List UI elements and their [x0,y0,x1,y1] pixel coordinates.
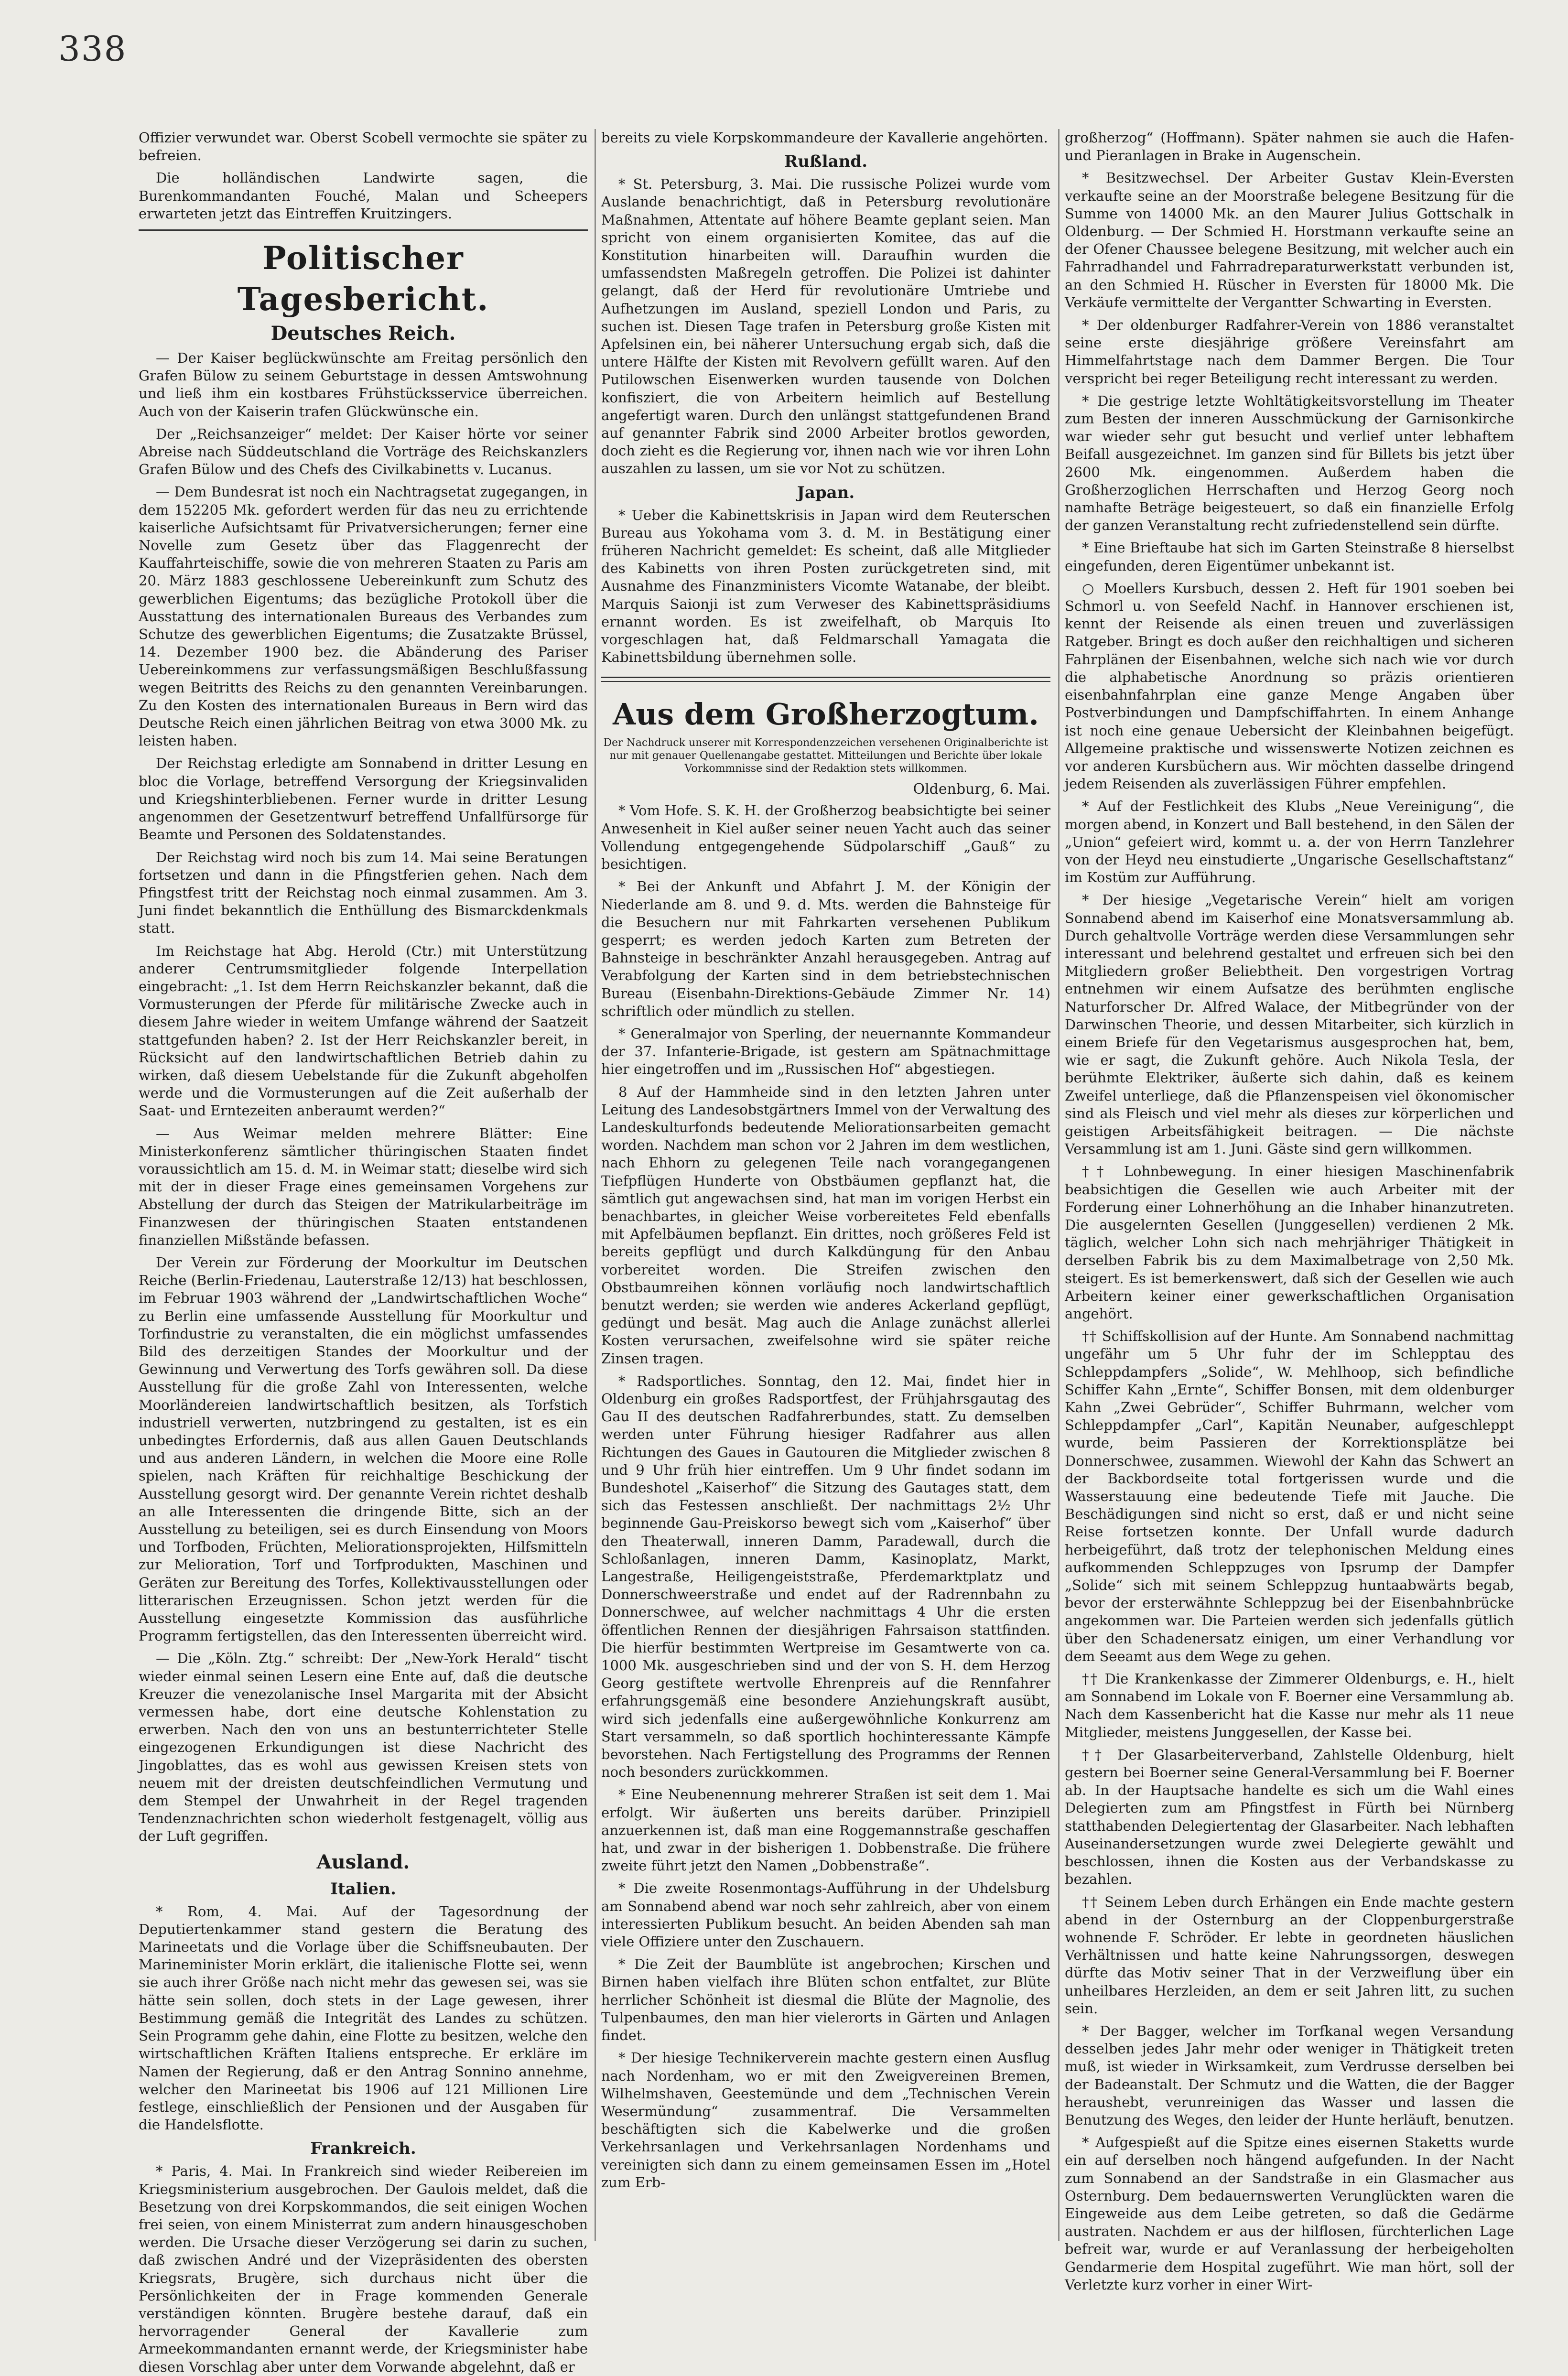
paragraph: * St. Petersburg, 3. Mai. Die russische Polizei wurde vom Auslande benachrichtigt, daß in Petersburg revolutionäre Maßnahmen, Attentate auf höhere Beamte geplant seien. Man spricht von einem organisierten Komitee, das auf die Konstitution hinarbeiten will. Daraufhin wurden die umfassendsten Maßregeln getroffen. Die Polizei ist dahinter gelangt, daß der Herd für revolutionäre Umtriebe und Aufhetzungen im Ausland, speziell London und Paris, zu suchen ist. Diesen Tage trafen in Petersburg große Kisten mit Apfelsinen ein, bei näherer Untersuchung ergab sich, daß die untere Hälfte der Kisten mit Revolvern gefüllt waren. Auf den Putilowschen Eisenwerken wurden tausende von Dolchen konfisziert, die von Arbeitern heimlich auf Bestellung angefertigt waren. Durch den unlängst stattgefundenen Brand auf genannter Fabrik sind 2000 Arbeiter brotlos geworden, doch zieht es die Regierung vor, ihnen nach wie vor ihren Lohn auszahlen zu lassen, um sie vor Not zu schützen. [601,176,1050,477]
paragraph: * Der Bagger, welcher im Torfkanal wegen Versandung desselben jedes Jahr mehr oder weniger in Thätigkeit treten muß, ist wieder in Wirksamkeit, zum Verdrusse derselben bei der Badeanstalt. Der Schmutz und die Watten, die der Bagger heraushebt, verunreinigen das Wasser und lassen die Benutzung des Weges, den leider der Hunte herläuft, benutzen. [1065,2022,1514,2128]
column-1 [139,129,588,2375]
paragraph: †† Schiffskollision auf der Hunte. Am Sonnabend nachmittag ungefähr um 5 Uhr fuhr der im Schlepptau des Schleppdampfers „Solide“, W. Mehlhoop, sich befindliche Schiffer Kahn „Ernte“, Schiffer Bonsen, mit dem oldenburger Kahn „Zwei Gebrüder“, Schiffer Buhrmann, welcher vom Schleppdampfer „Carl“, Kapitän Neunaber, aufgeschleppt wurde, beim Passieren der Korrektionsplätze bei Donnerschwee, zusammen. Wiewohl der Kahn das Schwert an der Backbordseite total fortgerissen wurde und die Wasserstauung eine bedeutende Tiefe mit Jauche. Die Beschädigungen sind nicht so erst, daß er und nicht seine Reise fortsetzen konnte. Der Unfall wurde dadurch herbeigeführt, daß trotz der telephonischen Meldung eines aufkommenden Schleppzuges von Ipsrump der Dampfer „Solide“ sich mit seinem Schleppzug huntaabwärts begab, bevor der ersterwähnte Schleppzug bei der Eisenbahnbrücke angekommen war. Die Parteien werden sich jedenfalls gütlich über den Schadenersatz einigen, um einer Verhandlung vor dem Seeamt aus dem Wege zu gehen. [1065,1328,1514,1664]
section-heading: Aus dem Großherzogtum. [613,697,1039,732]
paragraph: * Besitzwechsel. Der Arbeiter Gustav Klein-Eversten verkaufte seine an der Moorstraße belegene Besitzung für die Summe von 14000 Mk. an den Maurer Julius Gottschalk in Oldenburg. — Der Schmied H. Horstmann verkaufte seine an der Ofener Chaussee belegene Besitzung, mit welcher auch ein Fahrradhandel und Fahrradreparaturwerkstatt verbunden ist, an den Schmied H. Rüscher in Eversten für 18000 Mk. Die Verkäufe vermittelte der Vergantter Schwarting in Eversten. [1065,170,1514,311]
country-heading: Italien. [330,1879,396,1899]
paragraph: Der Verein zur Förderung der Moorkultur im Deutschen Reiche (Berlin-Friedenau, Lauterstraße 12/13) hat beschlossen, im Februar 1903 während der „Landwirtschaftlichen Woche“ zu Berlin eine umfassende Ausstellung für Moorkultur und Torfindustrie zu veranstalten, die ein möglichst umfassendes Bild des derzeitigen Standes der Moorkultur und der Gewinnung und Verwertung des Torfs gewähren soll. Da diese Ausstellung für die große Zahl von Interessenten, welche Moorländereien landwirtschaftlich besitzen, als Torfstich industriell verwerten, nutzbringend zu gestalten, ist es ein unbedingtes Erfordernis, daß aus allen Gauen Deutschlands und aus anderen Ländern, in welchen die Moore eine Rolle spielen, nach Kräften für reichhaltige Beschickung der Ausstellung gesorgt wird. Der genannte Verein richtet deshalb an alle Interessenten die dringende Bitte, sich an der Ausstellung zu beteiligen, sei es durch Einsendung von Moors und Torfboden, Früchten, Meliorationsprojekten, Hilfsmitteln zur Melioration, Torf und Torfprodukten, Maschinen und Geräten zur Bereitung des Torfes, Kollektivausstellungen oder litterarischen Erzeugnissen. Schon jetzt werden für die Ausstellung eingesetzte Kommission das ausführliche Programm fertigstellen, das den Interessenten überreicht wird. [139,1254,588,1644]
paragraph: — Aus Weimar melden mehrere Blätter: Eine Ministerkonferenz sämtlicher thüringischen Staaten findet voraussichtlich am 15. d. M. in Weimar statt; dieselbe wird sich mit der in dieser Frage eines gemeinsamen Vorgehens zur Abstellung der durch das Steigen der Matrikularbeiträge im Finanzwesen der thüringischen Staaten entstandenen finanziellen Mißstände befassen. [139,1125,588,1248]
column-divider [1058,129,1060,2241]
paragraph: ○ Moellers Kursbuch, dessen 2. Heft für 1901 soeben bei Schmorl u. von Seefeld Nachf. in Hannover erschienen ist, kennt der Reisende als einen treuen und zuverlässigen Ratgeber. Bringt es doch außer den reichhaltigen und sicheren Fahrplänen der Eisenbahnen, welche sich nach wie vor durch die alphabetische Anordnung so präzis orientieren eisenbahnfahrplan eine ganze Menge Angaben über Postverbindungen und Dampfschiffahrten. In einem Anhange ist noch eine genaue Uebersicht der Kleinbahnen beigefügt. Allgemeine praktische und wissenswerte Notizen zeichnen es vor anderen Kursbüchern aus. Wir möchten dasselbe dringend jedem Reisenden als zuverlässigen Führer empfehlen. [1065,580,1514,792]
paragraph: Der Reichstag erledigte am Sonnabend in dritter Lesung en bloc die Vorlage, betreffend Versorgung der Kriegsinvaliden und Kriegshinterbliebenen. Ferner wurde in dritter Lesung angenommen der Gesetzentwurf betreffend Unfallfürsorge für Beamte und Personen des Soldatenstandes. [139,755,588,843]
paragraph: Die holländischen Landwirte sagen, die Burenkommandanten Fouché, Malan und Scheepers erwarteten jetzt das Eintreffen Kruitzingers. [139,170,588,222]
paragraph: †† Seinem Leben durch Erhängen ein Ende machte gestern abend in der Osternburg an der Cloppenburgerstraße wohnende F. Schröder. Er lebte in geordneten häuslichen Verhältnissen und hatte keine Nahrungssorgen, deswegen dürfte das Motiv seiner That in der Verzweiflung über ein unheilbares Herzleiden, an dem er seit Jahren litt, zu suchen sein. [1065,1893,1514,2017]
country-heading: Japan. [797,483,855,502]
divider [139,229,588,231]
paragraph: — Der Kaiser beglückwünschte am Freitag persönlich den Grafen Bülow zu seinem Geburtstage in dessen Amtswohnung und ließ ihm ein kostbares Frühstücksservice überreichen. Auch von der Kaiserin trafen Glückwünsche ein. [139,350,588,420]
paragraph: — Die „Köln. Ztg.“ schreibt: Der „New-York Herald“ tischt wieder einmal seinen Lesern eine Ente auf, daß die deutsche Kreuzer die venezolanische Insel Margarita mit der Absicht vermessen habe, dort eine deutsche Kohlenstation zu erwerben. Nach den von uns an bestunterrichteter Stelle eingezogenen Erkundigungen ist diese Nachricht des Jingoblattes, das es wohl aus gewissen Kreisen stets von neuem mit der dreisten deutschfeindlichen Vermutung und dem Stempel der Unwahrheit in der Regel tragenden Tendenznachrichten schon wiederholt festgenagelt, völlig aus der Luft gegriffen. [139,1650,588,1845]
paragraph: * Eine Brieftaube hat sich im Garten Steinstraße 8 hierselbst eingefunden, deren Eigentümer unbekannt ist. [1065,540,1514,574]
paragraph: Der „Reichsanzeiger“ meldet: Der Kaiser hörte vor seiner Abreise nach Süddeutschland die Vorträge des Reichskanzlers Grafen Bülow und des Chefs des Civilkabinetts v. Lucanus. [139,425,588,478]
paragraph: — Dem Bundesrat ist noch ein Nachtragsetat zugegangen, in dem 152205 Mk. gefordert werden für das neu zu errichtende kaiserliche Aufsichtsamt für Privatversicherungen; ferner eine Novelle zum Gesetz über das Flaggenrecht der Kauffahrteischiffe, sowie die von mehreren Staaten zu Paris am 20. März 1883 geschlossene Uebereinkunft zum Schutz des gewerblichen Eigentums; das bezügliche Protokoll über die Ausstattung des internationalen Bureaus des Verbandes zum Schutze des gewerblichen Eigentums; die Zusatzakte Brüssel, 14. Dezember 1900 bez. die Abänderung des Pariser Uebereinkommens zur verfassungsmäßigen Beschlußfassung wegen Beitritts des Reichs zu den genannten Vereinbarungen. Zu den Kosten des internationalen Bureaus in Bern wird das Deutsche Reich einen jährlichen Beitrag von etwa 3000 Mk. zu leisten haben. [139,484,588,749]
paragraph: Offizier verwundet war. Oberst Scobell vermochte sie später zu befreien. [139,130,588,164]
dateline: Oldenburg, 6. Mai. [913,781,1050,798]
paragraph: * Eine Neubenennung mehrerer Straßen ist seit dem 1. Mai erfolgt. Wir äußerten uns bereits darüber. Prinzipiell anzuerkennen ist, daß man eine Roggemannstraße geschaffen hat, und zwar in der bisherigen 1. Dobbenstraße. Die frühere zweite führt jetzt den Namen „Dobbenstraße“. [601,1786,1050,1874]
paragraph: * Die Zeit der Baumblüte ist angebrochen; Kirschen und Birnen haben vielfach ihre Blüten schon entfaltet, zur Blüte herrlicher Schönheit ist diesmal die Blüte der Magnolie, des Tulpenbaumes, den man hier vielerorts in Gärten und Anlagen findet. [601,1956,1050,2044]
paragraph: * Vom Hofe. S. K. H. der Großherzog beabsichtigte bei seiner Anwesenheit in Kiel außer seiner neuen Yacht auch das seiner Vollendung entgegengehende Südpolarschiff „Gauß“ zu besichtigen. [601,802,1050,873]
paragraph: * Rom, 4. Mai. Auf der Tagesordnung der Deputiertenkammer stand gestern die Beratung des Marineetats und die Vorlage über die Schiffsneubauten. Der Marineminister Morin erklärt, die italienische Flotte sei, wenn sie auch ihrer Größe nach nicht mehr das gewesen sei, was sie hätte sein sollen, doch stets in der Lage gewesen, ihrer Bestimmung gemäß die Integrität des Landes zu schützen. Sein Programm gehe dahin, eine Flotte zu besitzen, welche den wirtschaftlichen Kräften Italiens entspreche. Er erkläre im Namen der Regierung, daß er den Antrag Sonnino annehme, welcher den Marineetat bis 1906 auf 121 Millionen Lire festlege, einschließlich der Pensionen und der Ausgaben für die Handelsflotte. [139,1903,588,2133]
paragraph: 8 Auf der Hammheide sind in den letzten Jahren unter Leitung des Landesobstgärtners Immel von der Verwaltung des Landeskulturfonds bedeutende Meliorationsarbeiten gemacht worden. Nachdem man schon vor 2 Jahren im dem westlichen, nach Ehhorn zu gelegenen Teile nach vorangegangenen Tiefpflügen Hunderte von Obstbäumen gepflanzt hat, die sämtlich gut angewachsen sind, hat man im vorigen Herbst ein benachbartes, in gleicher Weise vorbereitetes Feld ebenfalls mit Apfelbäumen bepflanzt. Ein drittes, noch größeres Feld ist bereits gepflügt und durch Kalkdüngung für den Anbau vorbereitet worden. Die Streifen zwischen den Obstbaumreihen können vorläufig noch landwirtschaftlich benutzt werden; sie werden wie anderes Ackerland gepflügt, gedüngt und besät. Mag auch die Anlage zunächst allerlei Kosten verursachen, zweifelsohne wird sie später reiche Zinsen tragen. [601,1083,1050,1367]
paragraph: * Der oldenburger Radfahrer-Verein von 1886 veranstaltet seine erste diesjährige größere Vereinsfahrt am Himmelfahrtstage nach dem Dammer Bergen. Die Tour verspricht bei reger Beteiligung recht interessant zu werden. [1065,317,1514,387]
country-heading: Rußland. [784,152,868,172]
paragraph: * Aufgespießt auf die Spitze eines eisernen Staketts wurde ein auf derselben noch hängend aufgefunden. In der Nacht zum Sonnabend an der Sandstraße in ein Glasmacher aus Osternburg. Dem bedauernswerten Verunglückten waren die Eingeweide aus dem Leibe getreten, so daß die Gedärme austraten. Nachdem er aus der hilflosen, fürchterlichen Lage befreit war, wurde er auf Veranlassung der herbeigeholten Gendarmerie dem Hospital zugeführt. Wie man hört, soll der Verletzte kurz vorher in einer Wirt- [1065,2134,1514,2293]
paragraph: * Der hiesige Technikerverein machte gestern einen Ausflug nach Nordenham, wo er mit den Zweigvereinen Bremen, Wilhelmshaven, Geestemünde und dem „Technischen Verein Wesermündung“ zusammentraf. Die Versammelten beschäftigten sich die Kabelwerke und die großen Verkehrsanlagen und Verkehrsanlagen Nordenhams und vereinigten sich dann zu einem gemeinsamen Essen im „Hotel zum Erb- [601,2050,1050,2191]
page-number: 338 [58,29,127,69]
section-heading: Politischer Tagesbericht. [237,239,489,318]
paragraph: †† Die Krankenkasse der Zimmerer Oldenburgs, e. H., hielt am Sonnabend im Lokale von F. Boerner eine Versammlung ab. Nach dem Kassenbericht hat die Kasse nur mehr als 11 neue Mitglieder, meistens Junggesellen, der Kasse bei. [1065,1671,1514,1740]
paragraph: * Die zweite Rosenmontags-Aufführung in der Uhdelsburg am Sonnabend abend war noch sehr zahlreich, aber von einem interessierten Publikum besucht. An beiden Abenden sah man viele Offiziere unter den Zuschauern. [601,1880,1050,1950]
country-heading: Frankreich. [310,2139,416,2159]
paragraph: * Der hiesige „Vegetarische Verein“ hielt am vorigen Sonnabend abend im Kaiserhof eine Monatsversammlung ab. Durch gehaltvolle Vorträge werden diese Versammlungen sehr interessant und belehrend gestaltet und erfreuen sich bei den Mitgliedern großer Beliebtheit. Den vorgestrigen Vortrag entnehmen wir einem Aufsatze des berühmten englische Naturforscher Dr. Alfred Walace, der Mitbegründer von der Darwinschen Theorie, und dessen Mitarbeiter, sich kürzlich in einem Briefe für den Vegetarismus ausgesprochen hat, bem, wie er sagt, die Zukunft gehöre. Auch Nikola Tesla, der berühmte Elektriker, äußerte sich dahin, daß es keinem Zweifel unterliege, daß die Pflanzenspeisen viel ökonomischer sind als Fleisch und viel mehr als dieses zur körperlichen und geistigen Arbeitsfähigkeit beitragen. — Die nächste Versammlung ist am 1. Juni. Gäste sind gern willkommen. [1065,892,1514,1157]
column-2 [601,129,1050,2241]
paragraph: †† Der Glasarbeiterverband, Zahlstelle Oldenburg, hielt gestern bei Boerner seine General-Versammlung bei F. Boerner ab. In der Hauptsache handelte es sich um die Wahl eines Delegierten zum am Pfingstfest in Fürth bei Nürnberg statthabenden Delegiertentag der Glasarbeiter. Nach lebhaften Auseinandersetzungen wurde zwei Delegierte gewählt und beschlossen, ihnen die Kosten aus der Verbandskasse zu bezahlen. [1065,1746,1514,1888]
column-divider [595,129,596,2241]
subsection-heading: Ausland. [316,1850,410,1873]
paragraph: †† Lohnbewegung. In einer hiesigen Maschinenfabrik beabsichtigen die Gesellen wie auch Arbeiter mit der Forderung einer Lohnerhöhung an die Inhaber hinanzutreten. Die ausgelernten Gesellen (Junggesellen) verdienen 2 Mk. täglich, welcher Lohn sich nach mehrjähriger Thätigkeit in derselben Fabrik bis zu dem Maximalbetrage von 2,50 Mk. steigert. Es ist bemerkenswert, daß sich der Gesellen wie auch Arbeitern keiner einer gewerkschaftlichen Organisation angehört. [1065,1163,1514,1322]
paragraph: * Auf der Festlichkeit des Klubs „Neue Vereinigung“, die morgen abend, in Konzert und Ball bestehend, in den Sälen der „Union“ gefeiert wird, kommt u. a. der von Herrn Tanzlehrer von der Heyd neu einstudierte „Ungarische Gesellschaftstanz“ im Kostüm zur Aufführung. [1065,798,1514,886]
divider [601,677,1050,682]
subsection-heading: Deutsches Reich. [270,322,456,345]
reprint-note: Der Nachdruck unserer mit Korrespondenzzeichen versehenen Originalberichte ist nur mit genauer Quellenangabe gestattet. Mitteilungen und Berichte über lokale Vorkommnisse sind der Redaktion stets willkommen. [603,737,1049,775]
paragraph: * Ueber die Kabinettskrisis in Japan wird dem Reuterschen Bureau aus Yokohama vom 3. d. M. in Bestätigung einer früheren Nachricht gemeldet: Es scheint, daß alle Mitglieder des Kabinetts von ihren Posten zurückgetreten sind, mit Ausnahme des Finanzministers Vicomte Watanabe, der bleibt. Marquis Saionji ist zum Verweser des Kabinettspräsidiums ernannt worden. Es ist zweifelhaft, ob Marquis Ito vorgeschlagen hat, daß Feldmarschall Yamagata die Kabinettsbildung übernehmen solle. [601,507,1050,666]
paragraph: * Die gestrige letzte Wohltätigkeitsvorstellung im Theater zum Besten der inneren Ausschmückung der Garnisonkirche war wieder sehr gut besucht und verlief unter lebhaftem Beifall ausgezeichnet. Im ganzen sind für Billets bis jetzt über 2600 Mk. eingenommen. Außerdem haben die Großherzoglichen Herrschaften und Herzog Georg noch namhafte Beträge beigesteuert, so daß ein finanzielle Erfolg der ganzen Veranstaltung recht zufriedenstellend sein dürfte. [1065,392,1514,534]
paragraph: * Paris, 4. Mai. In Frankreich sind wieder Reibereien im Kriegsministerium ausgebrochen. Der Gaulois meldet, daß die Besetzung von drei Korpskommandos, die seit einigen Wochen frei seien, von einem Ministerrat zum andern hinausgeschoben werden. Die Ursache dieser Verzögerung sei darin zu suchen, daß zwischen André und der Vizepräsidenten des obersten Kriegsrats, Brugère, sich durchaus nicht über die Persönlichkeiten der in Frage kommenden Generale verständigen könnten. Brugère bestehe darauf, daß ein hervorragender General der Kavallerie zum Armeekommandanten ernannt werde, der Kriegsminister habe diesen Vorschlag aber unter dem Vorwande abgelehnt, daß er [139,2163,588,2375]
paragraph: bereits zu viele Korpskommandeure der Kavallerie angehörten. [601,130,1048,146]
column-3 [1065,129,1514,2293]
paragraph: * Generalmajor von Sperling, der neuernannte Kommandeur der 37. Infanterie-Brigade, ist gestern am Spätnachmittage hier eingetroffen und im „Russischen Hof“ abgestiegen. [601,1025,1050,1078]
paragraph: Im Reichstage hat Abg. Herold (Ctr.) mit Unterstützung anderer Centrumsmitglieder folgende Interpellation eingebracht: „1. Ist dem Herrn Reichskanzler bekannt, daß die Vormusterungen der Pferde für militärische Zwecke auch in diesem Jahre wieder in weitem Umfange während der Saatzeit stattgefunden haben? 2. Ist der Herr Reichskanzler bereit, in Rücksicht auf den landwirtschaftlichen Betrieb dahin zu wirken, daß diesem Uebelstande für die Zukunft abgeholfen werde und die Vormusterungen auf die Zeit außerhalb der Saat- und Erntezeiten anberaumt werden?“ [139,942,588,1119]
paragraph: * Bei der Ankunft und Abfahrt J. M. der Königin der Niederlande am 8. und 9. d. Mts. werden die Bahnsteige für die Besuchern nur mit Fahrkarten versehenen Publikum gesperrt; es werden jedoch Karten zum Betreten der Bahnsteige in beschränkter Anzahl herausgegeben. Antrag auf Verabfolgung der Karten sind in dem betriebstechnischen Bureau (Eisenbahn-Direktions-Gebäude Zimmer Nr. 14) schriftlich oder mündlich zu stellen. [601,878,1050,1019]
paragraph: * Radsportliches. Sonntag, den 12. Mai, findet hier in Oldenburg ein großes Radsportfest, der Frühjahrsgautag des Gau II des deutschen Radfahrerbundes, statt. Zu demselben werden unter Führung hiesiger Radfahrer aus allen Richtungen des Gaues in Gautouren die Mitglieder zwischen 8 und 9 Uhr früh hier eintreffen. Um 9 Uhr findet sodann im Bundeshotel „Kaiserhof“ die Sitzung des Gautages statt, dem sich das Festessen anschließt. Der nachmittags 2½ Uhr beginnende Gau-Preiskorso bewegt sich vom „Kaiserhof“ über den Theaterwall, inneren Damm, Paradewall, durch die Schloßanlagen, inneren Damm, Kasinoplatz, Markt, Langestraße, Heiligengeiststraße, Pferdemarktplatz und Donnerschweerstraße und endet auf der Radrennbahn zu Donnerschwee, auf welcher nachmittags 4 Uhr die ersten öffentlichen Rennen der diesjährigen Fahrsaison stattfinden. Die hierfür bestimmten Wertpreise im Gesamtwerte von ca. 1000 Mk. ausgeschrieben sind und der von S. H. dem Herzog Georg gestiftete wertvolle Ehrenpreis auf die Rennfahrer erfahrungsgemäß eine besondere Anziehungskraft ausübt, wird sich jedenfalls eine außergewöhnliche Konkurrenz am Start versammeln, so daß sportlich hochinteressante Kämpfe bevorstehen. Nach Fertigstellung des Programms der Rennen noch besonders zurückkommen. [601,1372,1050,1781]
paragraph: Der Reichstag wird noch bis zum 14. Mai seine Beratungen fortsetzen und dann in die Pfingstferien gehen. Nach dem Pfingstfest tritt der Reichstag noch einmal zusammen. Am 3. Juni findet bekanntlich die Enthüllung des Bismarckdenkmals statt. [139,849,588,937]
paragraph: großherzog“ (Hoffmann). Später nahmen sie auch die Hafen- und Pieranlagen in Brake in Augenschein. [1065,130,1514,164]
